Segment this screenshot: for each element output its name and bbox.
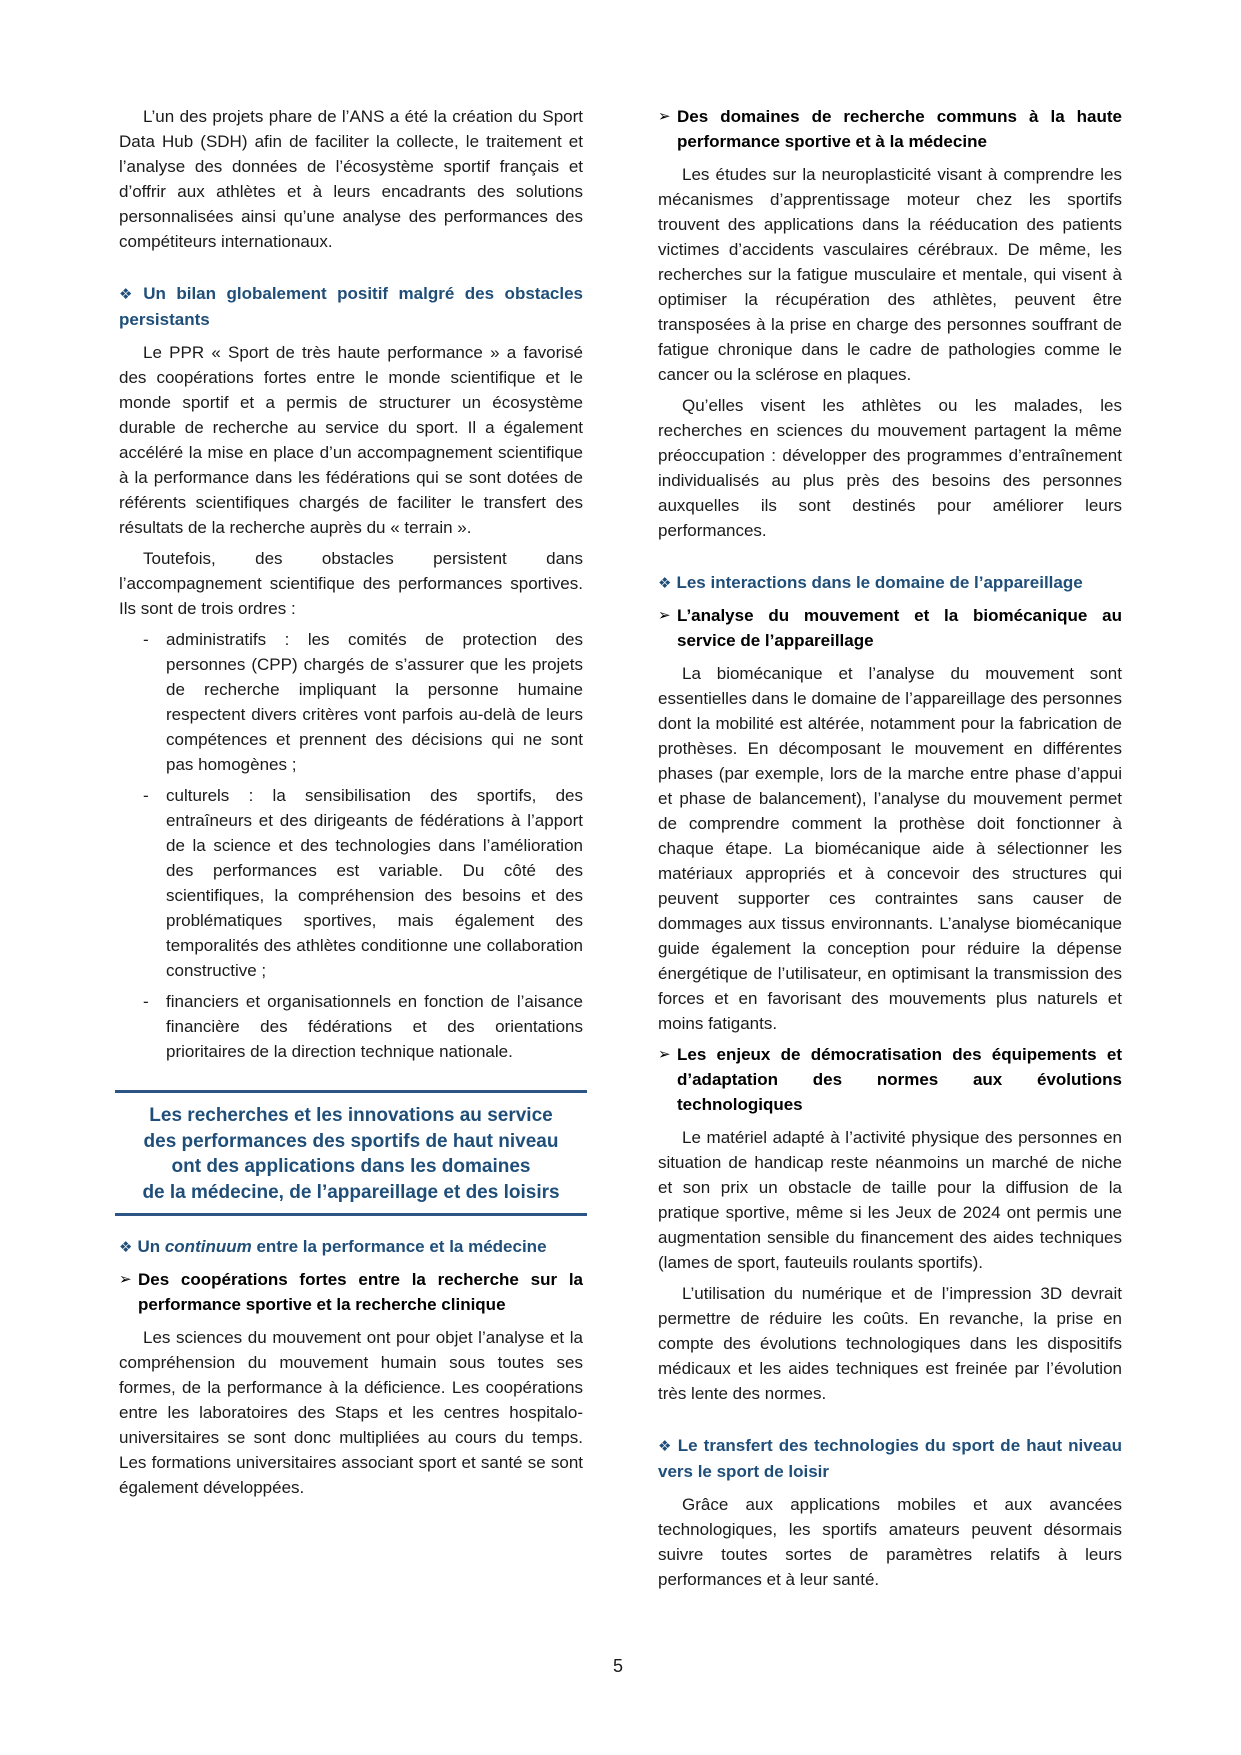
section-heading-text: Le transfert des technologies du sport de haut niveau vers le sport de loisir [658, 1436, 1122, 1481]
subheading-text: Des coopérations fortes entre la recherche sur la performance sportive et la recherche clinique [138, 1270, 583, 1314]
section-heading-text: Un bilan globalement positif malgré des obstacles persistants [119, 284, 583, 329]
heading-italic: continuum [164, 1237, 252, 1256]
paragraph-ppr: Le PPR « Sport de très haute performance » a favorisé des coopérations fortes entre le monde scientifique et le monde sportif et a permis de structurer un écosystème durable de recherche au service du sport. Il a également accéléré la mise en place d’un accompagnement scientifique à la performance dans les fédérations qui se sont dotées de référents scientifiques chargés de faciliter le transfert des résultats de la recherche auprès du « terrain ». [119, 343, 583, 537]
dash-bullet-icon: - [143, 786, 149, 805]
list-item-administratifs [119, 627, 583, 777]
list-item-culturels [119, 783, 583, 983]
section-heading-text: Les interactions dans le domaine de l’appareillage [676, 573, 1083, 592]
callout-line: ont des applications dans les domaines [171, 1156, 531, 1177]
paragraph-materiel-adapte: Le matériel adapté à l’activité physique des personnes en situation de handicap reste néanmoins un marché de niche et son prix un obstacle de taille pour la diffusion de la pratique sportive, même si les Jeux de 2024 ont permis une augmentation sensible du financement des aides techniques (lames de sport, fauteuils roulants sportifs). [658, 1128, 1122, 1272]
diamond-bullet-icon: ❖ [658, 575, 672, 592]
left-column [119, 104, 583, 1500]
arrow-bullet-icon: ➢ [119, 1271, 132, 1288]
section-heading-loisir [658, 1433, 1122, 1484]
subheading-biomecanique [658, 603, 1122, 653]
arrow-bullet-icon: ➢ [658, 1046, 671, 1063]
right-column [658, 104, 1122, 1592]
diamond-bullet-icon: ❖ [658, 1438, 673, 1455]
list-item-financiers [119, 989, 583, 1064]
subheading-cooperations [119, 1267, 583, 1317]
subheading-domaines-communs [658, 104, 1122, 154]
callout-line: Les recherches et les innovations au service [149, 1105, 553, 1126]
section-heading-appareillage [658, 570, 1122, 596]
paragraph-obstacles: Toutefois, des obstacles persistent dans l’accompagnement scientifique des performances sportives. Ils sont de trois ordres : [119, 549, 583, 618]
paragraph-numerique-3d: L’utilisation du numérique et de l’impression 3D devrait permettre de réduire les coûts. En revanche, la prise en compte des évolutions technologiques dans les dispositifs médicaux et les aides techniques est freinée par l’évolution très lente des normes. [658, 1284, 1122, 1403]
obstacles-list [119, 627, 583, 1064]
diamond-bullet-icon: ❖ [119, 1239, 133, 1256]
paragraph-sciences-mouvement: Les sciences du mouvement ont pour objet l’analyse et la compréhension du mouvement humain sous toutes ses formes, de la performance à la déficience. Les coopérations entre les laboratoires des Staps et les centres hospitalo-universitaires se sont donc multipliées au cours du temps. Les formations universitaires associant sport et santé se sont également développées. [119, 1328, 583, 1497]
dash-bullet-icon: - [143, 630, 149, 649]
paragraph-preoccupation: Qu’elles visent les athlètes ou les malades, les recherches en sciences du mouvement partagent la même préoccupation : développer des programmes d’entraînement individualisés au plus près des besoins des personnes auxquelles ils sont destinés pour améliorer leurs performances. [658, 396, 1122, 540]
subheading-democratisation [658, 1042, 1122, 1117]
subheading-text: Les enjeux de démocratisation des équipements et d’adaptation des normes aux évolutions technologiques [677, 1045, 1122, 1114]
paragraph-biomecanique: La biomécanique et l’analyse du mouvement sont essentielles dans le domaine de l’appareillage des personnes dont la mobilité est altérée, notamment pour la fabrication de prothèses. En décomposant le mouvement en différentes phases (par exemple, lors de la marche entre phase d’appui et phase de balancement), l’analyse du mouvement permet de comprendre comment la prothèse doit fonctionner à chaque étape. La biomécanique aide à sélectionner les matériaux appropriés et à concevoir des structures qui peuvent supporter ces contraintes sans causer de dommages aux tissus environnants. L’analyse biomécanique guide également la conception pour réduire la dépense énergétique de l’utilisateur, en optimisant la transmission des forces et en favorisant des mouvements plus naturels et moins fatigants. [658, 664, 1122, 1033]
section-heading-continuum [119, 1234, 583, 1260]
list-item-text: administratifs : les comités de protection des personnes (CPP) chargés de s’assurer que les projets de recherche impliquant la personne humaine respectent divers critères vont parfois au-delà de leurs compétences et prennent des décisions qui ne sont pas homogènes ; [166, 630, 583, 774]
callout-line: des performances des sportifs de haut niveau [143, 1130, 559, 1152]
subheading-text: L’analyse du mouvement et la biomécanique au service de l’appareillage [677, 606, 1122, 650]
paragraph-neuroplasticite: Les études sur la neuroplasticité visant à comprendre les mécanismes d’apprentissage moteur chez les sportifs trouvent des applications dans la rééducation des patients victimes d’accidents vasculaires cérébraux. De même, les recherches sur la fatigue musculaire et mentale, qui visent à optimiser la récupération des athlètes, peuvent être transposées à la prise en charge des personnes souffrant de fatigue chronique dans le cadre de pathologies comme le cancer ou la sclérose en plaques. [658, 165, 1122, 384]
heading-prefix: Un [137, 1237, 165, 1256]
list-item-text: financiers et organisationnels en fonction de l’aisance financière des fédérations et des orientations prioritaires de la direction technique nationale. [166, 992, 583, 1061]
diamond-bullet-icon: ❖ [119, 286, 139, 303]
heading-suffix: entre la performance et la médecine [251, 1237, 547, 1256]
arrow-bullet-icon: ➢ [658, 108, 671, 125]
paragraph-applications-mobiles: Grâce aux applications mobiles et aux avancées technologiques, les sportifs amateurs peuvent désormais suivre toutes sortes de paramètres relatifs à leurs performances et à leur santé. [658, 1495, 1122, 1589]
section-heading-bilan [119, 281, 583, 332]
list-item-text: culturels : la sensibilisation des sportifs, des entraîneurs et des dirigeants de fédérations à l’apport de la science et des technologies dans l’amélioration des performances est variable. Du côté des scientifiques, la compréhension des besoins et des problématiques sportives, mais également des temporalités des athlètes conditionne une collaboration constructive ; [166, 786, 583, 980]
subheading-text: Des domaines de recherche communs à la haute performance sportive et à la médecine [677, 107, 1122, 151]
key-message-callout [115, 1090, 587, 1216]
intro-paragraph: L’un des projets phare de l’ANS a été la création du Sport Data Hub (SDH) afin de faciliter la collecte, le traitement et l’analyse des données de l’écosystème sportif français et d’offrir aux athlètes et à leurs encadrants des solutions personnalisées ainsi qu’une analyse des performances des compétiteurs internationaux. [119, 107, 583, 251]
arrow-bullet-icon: ➢ [658, 607, 671, 624]
callout-line: de la médecine, de l’appareillage et des loisirs [142, 1181, 560, 1203]
dash-bullet-icon: - [143, 992, 149, 1011]
page-number: 5 [613, 1656, 624, 1676]
